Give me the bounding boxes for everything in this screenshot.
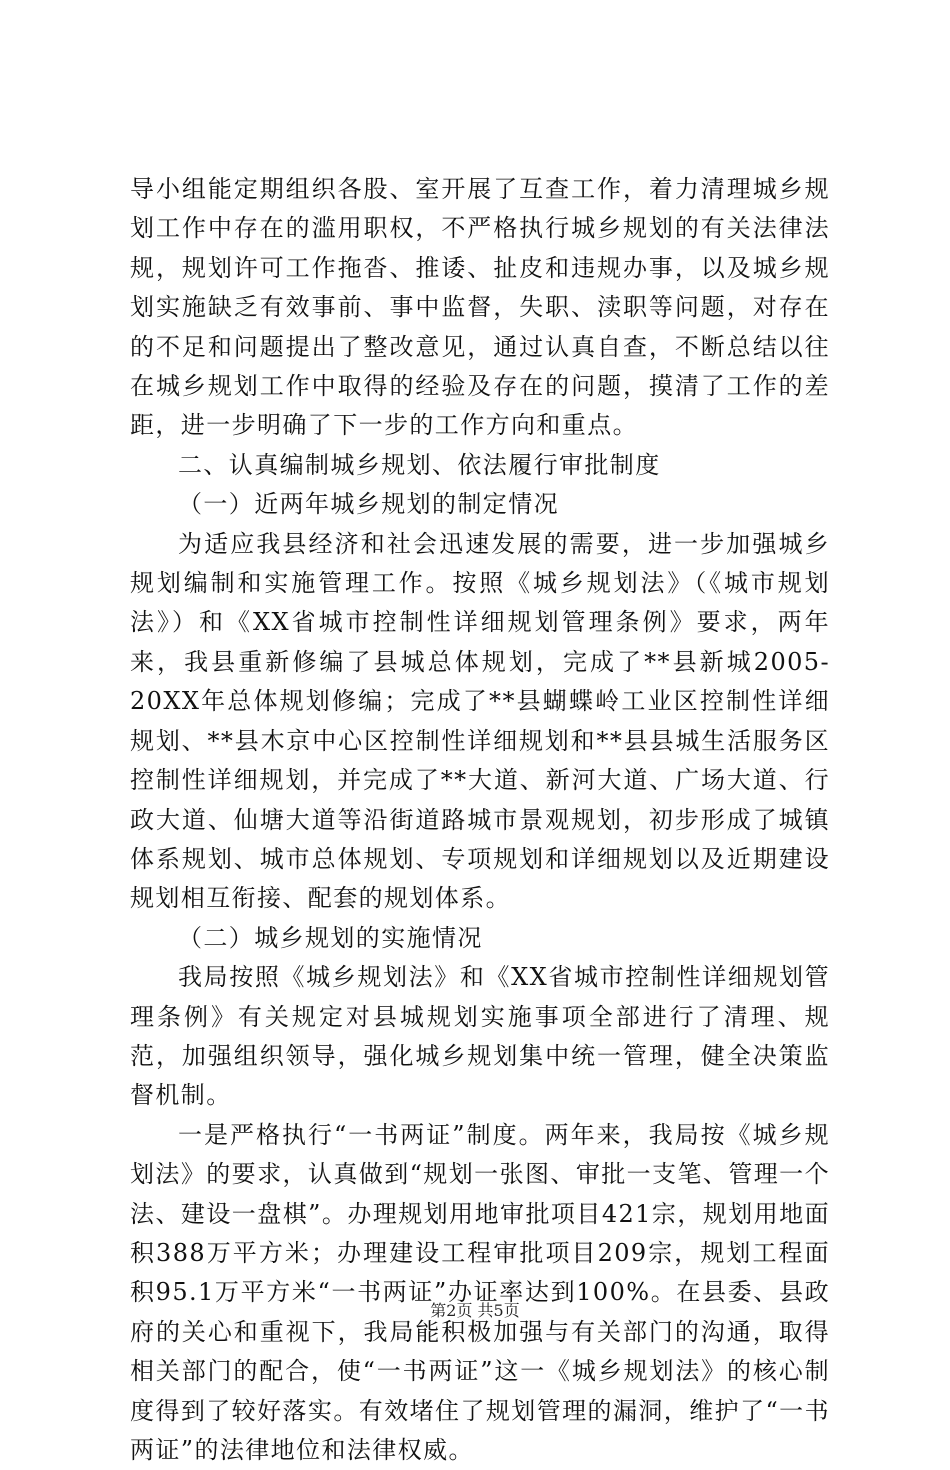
paragraph-continued: 导小组能定期组织各股、室开展了互查工作，着力清理城乡规划工作中存在的滥用职权，不严格执行城乡规划的有关法律法规，规划许可工作拖沓、推诿、扯皮和违规办事，以及城乡规划实施缺乏有效事前、事中监督，失职、渎职等问题，对存在的不足和问题提出了整改意见，通过认真自查，不断总结以往在城乡规划工作中取得的经验及存在的问题，摸清了工作的差距，进一步明确了下一步的工作方向和重点。 (130, 175, 830, 440)
section-heading-2: 二、认真编制城乡规划、依法履行审批制度 (178, 450, 661, 479)
paragraph-one-book-two-certificates: 一是严格执行“一书两证”制度。两年来，我局按《城乡规划法》的要求，认真做到“规划一张图、审批一支笔、管理一个法、建设一盘棋”。办理规划用地审批项目421宗，规划用地面积388万平方米；办理建设工程审批项目209宗，规划工程面积95.1万平方米“一书两证”办证率达到100%。在县委、县政府的关心和重视下，我局能积极加强与有关部门的沟通，取得相关部门的配合，使“一书两证”这一《城乡规划法》的核心制度得到了较好落实。有效堵住了规划管理的漏洞，维护了“一书两证”的法律地位和法律权威。 (130, 1120, 830, 1464)
subsection-heading-2: （二）城乡规划的实施情况 (178, 923, 483, 952)
subsection-heading-1: （一）近两年城乡规划的制定情况 (178, 490, 559, 519)
document-body (130, 170, 830, 1470)
paragraph-planning-formulation: 为适应我县经济和社会迅速发展的需要，进一步加强城乡规划编制和实施管理工作。按照《城乡规划法》（《城市规划法》）和《XX省城市控制性详细规划管理条例》要求，两年来，我县重新修编了县城总体规划，完成了**县新城2005-20XX年总体规划修编；完成了**县蝴蝶岭工业区控制性详细规划、**县木京中心区控制性详细规划和**县县城生活服务区控制性详细规划，并完成了**大道、新河大道、广场大道、行政大道、仙塘大道等沿街道路城市景观规划，初步形成了城镇体系规划、城市总体规划、专项规划和详细规划以及近期建设规划相互衔接、配套的规划体系。 (130, 529, 830, 913)
paragraph-planning-implementation: 我局按照《城乡规划法》和《XX省城市控制性详细规划管理条例》有关规定对县城规划实施事项全部进行了清理、规范，加强组织领导，强化城乡规划集中统一管理，健全决策监督机制。 (130, 963, 830, 1110)
page-number-footer: 第2页 共5页 (430, 1301, 520, 1320)
